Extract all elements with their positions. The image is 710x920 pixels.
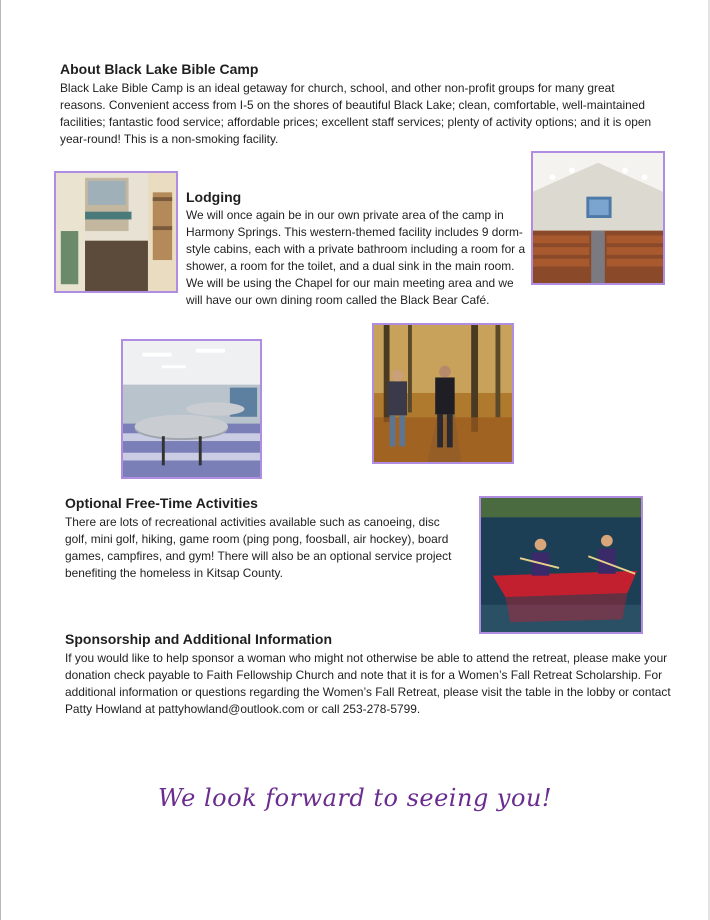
about-paragraph: Black Lake Bible Camp is an ideal getaway for church, school, and other non-profit groups for many great reasons. Convenient access from I-5 on the shores of beautiful Black Lake; clean, comfortable, well-maintained facilities; fantastic food service; affordable prices; excellent staff services; plenty of activity options; and it is open year-round! This is a non-smoking facility. <box>60 81 652 146</box>
forest-walk-photo <box>372 323 514 464</box>
about-heading: About Black Lake Bible Camp <box>60 61 259 77</box>
activities-heading: Optional Free-Time Activities <box>65 495 258 511</box>
chapel-photo <box>531 151 665 285</box>
cabin-interior-photo <box>54 171 178 293</box>
sponsorship-paragraph: If you would like to help sponsor a woman who might not otherwise be able to attend the retreat, please make your donation check payable to Faith Fellowship Church and note that it is for a Women’s Fall Retreat Scholarship. For additional information or questions regarding the Women’s Fall Retreat, please visit the table in the lobby or contact Patty Howland at pattyhowland@outlook.com or call 253-278-5799. <box>65 651 671 716</box>
sponsorship-heading: Sponsorship and Additional Information <box>65 631 333 647</box>
dining-room-photo <box>121 339 262 479</box>
activities-paragraph: There are lots of recreational activities available such as canoeing, disc golf, mini golf, hiking, game room (ping pong, foosball, air hockey), board games, campfires, and gym! There will also be an optional service project benefiting the homeless in Kitsap County. <box>65 515 452 580</box>
canoe-photo <box>479 496 643 634</box>
closing-message: We look forward to seeing you! <box>157 784 553 812</box>
page-left-edge <box>0 0 1 920</box>
lodging-heading: Lodging <box>186 189 242 205</box>
lodging-paragraph: We will once again be in our own private area of the camp in Harmony Springs. This western-themed facility includes 9 dorm-style cabins, each with a private bathroom including a room for a shower, a room for the toilet, and a dual sink in the main room. We will be using the Chapel for our main meeting area and we will have our own dining room called the Black Bear Café. <box>186 208 526 307</box>
